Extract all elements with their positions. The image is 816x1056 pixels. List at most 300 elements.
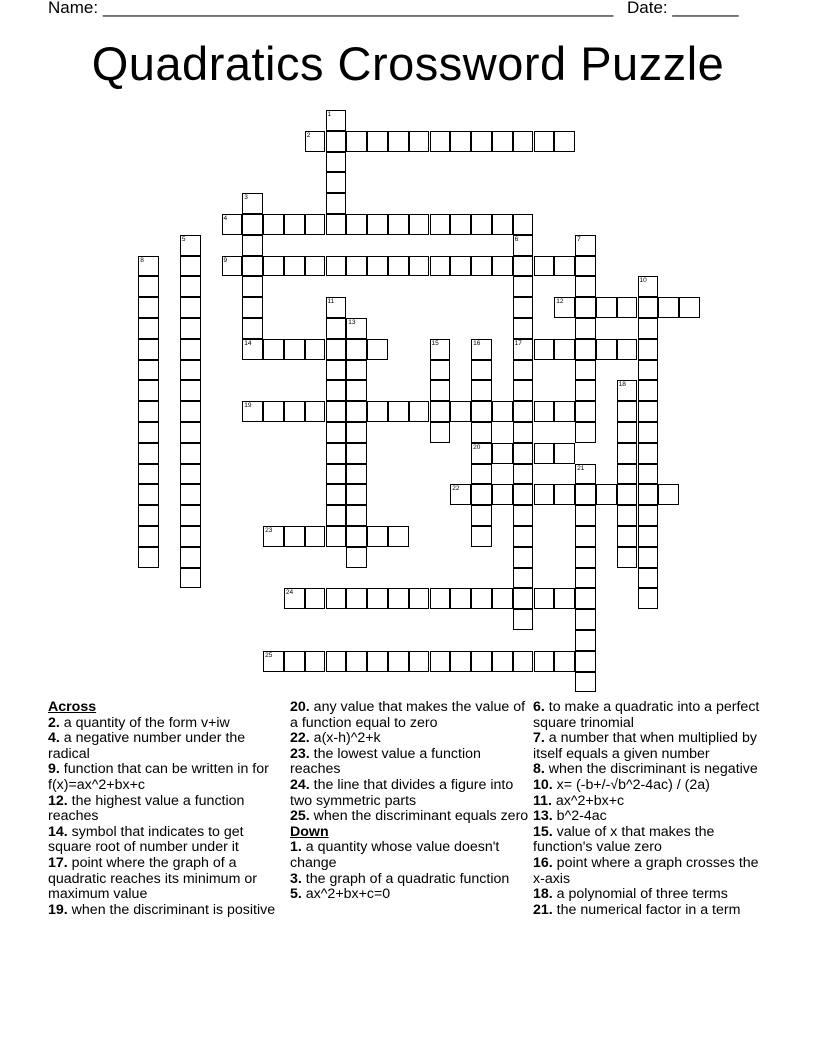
- grid-cell[interactable]: [513, 214, 534, 235]
- grid-cell[interactable]: [138, 339, 159, 360]
- clue-text: when the discriminant is negative: [544, 761, 758, 778]
- grid-cell[interactable]: [554, 297, 575, 318]
- grid-cell[interactable]: [430, 360, 451, 381]
- grid-cell[interactable]: [326, 422, 347, 443]
- grid-cell[interactable]: [180, 547, 201, 568]
- grid-cell[interactable]: [638, 464, 659, 485]
- grid-cell[interactable]: [513, 339, 534, 360]
- grid-cell[interactable]: [638, 484, 659, 505]
- grid-cell[interactable]: [180, 360, 201, 381]
- grid-cell[interactable]: [138, 318, 159, 339]
- grid-cell[interactable]: [513, 609, 534, 630]
- grid-cell[interactable]: [638, 547, 659, 568]
- grid-cell[interactable]: [388, 131, 409, 152]
- clue-text: ax^2+bx+c=0: [301, 886, 391, 903]
- grid-cell[interactable]: [492, 651, 513, 672]
- grid-cell[interactable]: [180, 380, 201, 401]
- grid-cell[interactable]: [575, 672, 596, 693]
- grid-cell[interactable]: [513, 588, 534, 609]
- grid-cell[interactable]: [180, 464, 201, 485]
- clue-number: 17: [514, 339, 522, 347]
- grid-cell[interactable]: [305, 526, 326, 547]
- clue-item: [290, 700, 530, 731]
- grid-cell[interactable]: [326, 110, 347, 131]
- grid-cell[interactable]: [326, 193, 347, 214]
- grid-cell[interactable]: [492, 443, 513, 464]
- grid-cell[interactable]: [180, 401, 201, 422]
- grid-cell[interactable]: [492, 131, 513, 152]
- grid-cell[interactable]: [409, 651, 430, 672]
- grid-cell[interactable]: [284, 526, 305, 547]
- grid-cell[interactable]: [284, 588, 305, 609]
- grid-cell[interactable]: [388, 588, 409, 609]
- grid-cell[interactable]: [326, 172, 347, 193]
- grid-cell[interactable]: [284, 401, 305, 422]
- grid-cell[interactable]: [305, 256, 326, 277]
- grid-cell[interactable]: [534, 401, 555, 422]
- grid-cell[interactable]: [409, 401, 430, 422]
- grid-cell[interactable]: [575, 568, 596, 589]
- grid-cell[interactable]: [326, 380, 347, 401]
- grid-cell[interactable]: [138, 484, 159, 505]
- grid-cell[interactable]: [388, 526, 409, 547]
- grid-cell[interactable]: [575, 339, 596, 360]
- grid-cell[interactable]: [638, 526, 659, 547]
- grid-cell[interactable]: [284, 651, 305, 672]
- grid-cell[interactable]: [138, 547, 159, 568]
- clue-number-label: 25.: [290, 808, 310, 825]
- grid-cell[interactable]: [180, 297, 201, 318]
- grid-cell[interactable]: [471, 464, 492, 485]
- grid-cell[interactable]: [180, 318, 201, 339]
- grid-cell[interactable]: [388, 256, 409, 277]
- grid-cell[interactable]: [367, 256, 388, 277]
- grid-cell[interactable]: [138, 401, 159, 422]
- grid-cell[interactable]: [492, 401, 513, 422]
- grid-cell[interactable]: [263, 651, 284, 672]
- grid-cell[interactable]: [180, 443, 201, 464]
- clue-text: the highest value a function reaches: [48, 792, 245, 825]
- grid-cell[interactable]: [242, 401, 263, 422]
- grid-cell[interactable]: [638, 339, 659, 360]
- grid-cell[interactable]: [305, 131, 326, 152]
- grid-cell[interactable]: [346, 526, 367, 547]
- grid-cell[interactable]: [409, 131, 430, 152]
- grid-cell[interactable]: [575, 318, 596, 339]
- clue-text: point where a graph crosses the x-axis: [533, 854, 759, 887]
- grid-cell[interactable]: [596, 297, 617, 318]
- clue-text: the numerical factor in a term: [552, 901, 741, 918]
- grid-cell[interactable]: [138, 422, 159, 443]
- grid-cell[interactable]: [242, 256, 263, 277]
- grid-cell[interactable]: [575, 651, 596, 672]
- grid-cell[interactable]: [492, 214, 513, 235]
- grid-cell[interactable]: [180, 256, 201, 277]
- grid-cell[interactable]: [638, 380, 659, 401]
- grid-cell[interactable]: [242, 297, 263, 318]
- grid-cell[interactable]: [138, 276, 159, 297]
- grid-cell[interactable]: [242, 214, 263, 235]
- grid-cell[interactable]: [138, 380, 159, 401]
- grid-cell[interactable]: [471, 651, 492, 672]
- grid-cell[interactable]: [450, 256, 471, 277]
- grid-cell[interactable]: [346, 464, 367, 485]
- grid-cell[interactable]: [513, 547, 534, 568]
- grid-cell[interactable]: [617, 443, 638, 464]
- grid-cell[interactable]: [180, 505, 201, 526]
- grid-cell[interactable]: [450, 401, 471, 422]
- grid-cell[interactable]: [513, 276, 534, 297]
- grid-cell[interactable]: [534, 339, 555, 360]
- grid-cell[interactable]: [471, 526, 492, 547]
- grid-cell[interactable]: [326, 297, 347, 318]
- clue-number: 9: [223, 256, 228, 264]
- clue-number: 16: [473, 339, 481, 347]
- grid-cell[interactable]: [346, 131, 367, 152]
- grid-cell[interactable]: [138, 505, 159, 526]
- clue-number: 3: [244, 194, 248, 202]
- clue-item: [533, 762, 773, 778]
- grid-cell[interactable]: [367, 401, 388, 422]
- grid-cell[interactable]: [367, 651, 388, 672]
- grid-cell[interactable]: [617, 401, 638, 422]
- grid-cell[interactable]: [471, 422, 492, 443]
- grid-cell[interactable]: [513, 360, 534, 381]
- grid-cell[interactable]: [346, 256, 367, 277]
- grid-cell[interactable]: [450, 484, 471, 505]
- grid-cell[interactable]: [430, 651, 451, 672]
- grid-cell[interactable]: [450, 588, 471, 609]
- grid-cell[interactable]: [367, 588, 388, 609]
- grid-cell[interactable]: [596, 484, 617, 505]
- grid-cell[interactable]: [513, 484, 534, 505]
- grid-cell[interactable]: [180, 276, 201, 297]
- grid-cell[interactable]: [534, 443, 555, 464]
- grid-cell[interactable]: [575, 380, 596, 401]
- grid-cell[interactable]: [554, 484, 575, 505]
- grid-cell[interactable]: [180, 526, 201, 547]
- grid-cell[interactable]: [471, 443, 492, 464]
- grid-cell[interactable]: [492, 588, 513, 609]
- grid-cell[interactable]: [575, 235, 596, 256]
- grid-cell[interactable]: [367, 339, 388, 360]
- grid-cell[interactable]: [242, 339, 263, 360]
- grid-cell[interactable]: [326, 318, 347, 339]
- grid-cell[interactable]: [388, 401, 409, 422]
- grid-cell[interactable]: [326, 484, 347, 505]
- grid-cell[interactable]: [534, 131, 555, 152]
- grid-cell[interactable]: [471, 131, 492, 152]
- grid-cell[interactable]: [534, 651, 555, 672]
- grid-cell[interactable]: [180, 422, 201, 443]
- grid-cell[interactable]: [575, 422, 596, 443]
- clue-number-label: 19.: [48, 901, 68, 918]
- grid-cell[interactable]: [638, 297, 659, 318]
- grid-cell[interactable]: [575, 401, 596, 422]
- grid-cell[interactable]: [534, 256, 555, 277]
- grid-cell[interactable]: [367, 526, 388, 547]
- clue-number-label: 1.: [290, 839, 302, 856]
- grid-cell[interactable]: [388, 651, 409, 672]
- grid-cell[interactable]: [617, 547, 638, 568]
- grid-cell[interactable]: [575, 505, 596, 526]
- grid-cell[interactable]: [346, 547, 367, 568]
- grid-cell[interactable]: [471, 380, 492, 401]
- section-heading: Down: [290, 823, 329, 840]
- grid-cell[interactable]: [513, 651, 534, 672]
- grid-cell[interactable]: [284, 256, 305, 277]
- clue-number-label: 4.: [48, 730, 60, 747]
- grid-cell[interactable]: [617, 380, 638, 401]
- grid-cell[interactable]: [284, 214, 305, 235]
- grid-cell[interactable]: [513, 256, 534, 277]
- grid-cell[interactable]: [346, 401, 367, 422]
- grid-cell[interactable]: [554, 256, 575, 277]
- grid-cell[interactable]: [513, 401, 534, 422]
- grid-cell[interactable]: [180, 484, 201, 505]
- grid-cell[interactable]: [471, 339, 492, 360]
- clue-number: 4: [223, 215, 228, 222]
- grid-cell[interactable]: [346, 380, 367, 401]
- grid-cell[interactable]: [430, 588, 451, 609]
- grid-cell[interactable]: [326, 443, 347, 464]
- grid-cell[interactable]: [658, 484, 679, 505]
- clue-number: 19: [244, 402, 252, 410]
- clue-number-label: 6.: [533, 699, 545, 715]
- grid-cell[interactable]: [326, 401, 347, 422]
- grid-cell[interactable]: [534, 588, 555, 609]
- grid-cell[interactable]: [242, 318, 263, 339]
- grid-cell[interactable]: [617, 422, 638, 443]
- grid-cell[interactable]: [326, 152, 347, 173]
- grid-cell[interactable]: [638, 318, 659, 339]
- grid-cell[interactable]: [326, 464, 347, 485]
- grid-cell[interactable]: [450, 214, 471, 235]
- clue-column-1: [48, 700, 288, 918]
- clue-number-label: 14.: [48, 823, 68, 840]
- grid-cell[interactable]: [679, 297, 700, 318]
- grid-cell[interactable]: [575, 588, 596, 609]
- grid-cell[interactable]: [263, 339, 284, 360]
- grid-cell[interactable]: [554, 401, 575, 422]
- grid-cell[interactable]: [554, 339, 575, 360]
- grid-cell[interactable]: [430, 380, 451, 401]
- grid-cell[interactable]: [326, 588, 347, 609]
- clue-number: 2: [306, 131, 311, 139]
- clue-number-label: 7.: [533, 730, 545, 747]
- grid-cell[interactable]: [513, 464, 534, 485]
- grid-cell[interactable]: [180, 568, 201, 589]
- clue-item: [533, 731, 773, 762]
- grid-cell[interactable]: [138, 360, 159, 381]
- grid-cell[interactable]: [513, 443, 534, 464]
- clue-text: a quantity whose value doesn't change: [290, 839, 500, 871]
- grid-cell[interactable]: [263, 256, 284, 277]
- grid-cell[interactable]: [409, 588, 430, 609]
- grid-cell[interactable]: [575, 630, 596, 651]
- grid-cell[interactable]: [388, 214, 409, 235]
- grid-cell[interactable]: [617, 505, 638, 526]
- grid-cell[interactable]: [305, 651, 326, 672]
- grid-cell[interactable]: [326, 214, 347, 235]
- clue-item: [290, 747, 530, 778]
- grid-cell[interactable]: [617, 464, 638, 485]
- section-heading: Across: [48, 699, 97, 715]
- grid-cell[interactable]: [575, 464, 596, 485]
- grid-cell[interactable]: [575, 276, 596, 297]
- grid-cell[interactable]: [471, 256, 492, 277]
- clue-number-label: 8.: [533, 761, 545, 778]
- grid-cell[interactable]: [346, 214, 367, 235]
- grid-cell[interactable]: [575, 256, 596, 277]
- grid-cell[interactable]: [513, 422, 534, 443]
- grid-cell[interactable]: [180, 235, 201, 256]
- grid-cell[interactable]: [513, 505, 534, 526]
- clue-item: [48, 825, 288, 856]
- grid-cell[interactable]: [326, 360, 347, 381]
- grid-cell[interactable]: [658, 297, 679, 318]
- clue-item: [290, 809, 530, 825]
- grid-cell[interactable]: [430, 256, 451, 277]
- grid-cell[interactable]: [305, 214, 326, 235]
- grid-cell[interactable]: [492, 484, 513, 505]
- grid-cell[interactable]: [284, 339, 305, 360]
- grid-cell[interactable]: [450, 651, 471, 672]
- clue-item: [48, 794, 288, 825]
- grid-cell[interactable]: [471, 401, 492, 422]
- grid-cell[interactable]: [575, 297, 596, 318]
- grid-cell[interactable]: [471, 214, 492, 235]
- grid-cell[interactable]: [471, 505, 492, 526]
- grid-cell[interactable]: [513, 526, 534, 547]
- grid-cell[interactable]: [346, 588, 367, 609]
- grid-cell[interactable]: [617, 526, 638, 547]
- grid-cell[interactable]: [305, 401, 326, 422]
- clue-text: a negative number under the radical: [48, 730, 246, 762]
- grid-cell[interactable]: [346, 318, 367, 339]
- grid-cell[interactable]: [554, 131, 575, 152]
- grid-cell[interactable]: [596, 339, 617, 360]
- grid-cell[interactable]: [242, 235, 263, 256]
- grid-cell[interactable]: [575, 526, 596, 547]
- grid-cell[interactable]: [138, 443, 159, 464]
- grid-cell[interactable]: [138, 256, 159, 277]
- grid-cell[interactable]: [513, 297, 534, 318]
- grid-cell[interactable]: [513, 318, 534, 339]
- grid-cell[interactable]: [471, 360, 492, 381]
- grid-cell[interactable]: [326, 256, 347, 277]
- clue-item: [533, 700, 773, 731]
- grid-cell[interactable]: [326, 505, 347, 526]
- clue-text: a(x-h)^2+k: [309, 730, 381, 747]
- grid-cell[interactable]: [617, 339, 638, 360]
- grid-cell[interactable]: [638, 568, 659, 589]
- grid-cell[interactable]: [326, 131, 347, 152]
- clue-number-label: 10.: [533, 776, 553, 793]
- grid-cell[interactable]: [346, 484, 367, 505]
- grid-cell[interactable]: [638, 401, 659, 422]
- grid-cell[interactable]: [638, 360, 659, 381]
- grid-cell[interactable]: [346, 443, 367, 464]
- grid-cell[interactable]: [575, 609, 596, 630]
- grid-cell[interactable]: [513, 568, 534, 589]
- grid-cell[interactable]: [638, 443, 659, 464]
- grid-cell[interactable]: [575, 547, 596, 568]
- grid-cell[interactable]: [242, 276, 263, 297]
- clue-item: [533, 809, 773, 825]
- grid-cell[interactable]: [513, 131, 534, 152]
- grid-cell[interactable]: [554, 443, 575, 464]
- grid-cell[interactable]: [305, 588, 326, 609]
- grid-cell[interactable]: [430, 422, 451, 443]
- grid-cell[interactable]: [534, 484, 555, 505]
- grid-cell[interactable]: [409, 214, 430, 235]
- clue-text: the line that divides a figure into two symmetric parts: [290, 776, 514, 809]
- grid-cell[interactable]: [367, 131, 388, 152]
- grid-cell[interactable]: [575, 360, 596, 381]
- grid-cell[interactable]: [513, 380, 534, 401]
- grid-cell[interactable]: [346, 422, 367, 443]
- grid-cell[interactable]: [471, 588, 492, 609]
- grid-cell[interactable]: [222, 256, 243, 277]
- grid-cell[interactable]: [638, 276, 659, 297]
- grid-cell[interactable]: [263, 526, 284, 547]
- grid-cell[interactable]: [638, 422, 659, 443]
- grid-cell[interactable]: [367, 214, 388, 235]
- clue-number-label: 24.: [290, 776, 310, 793]
- grid-cell[interactable]: [617, 297, 638, 318]
- grid-cell[interactable]: [638, 588, 659, 609]
- clue-item: [533, 794, 773, 810]
- grid-cell[interactable]: [346, 505, 367, 526]
- grid-cell[interactable]: [180, 339, 201, 360]
- grid-cell[interactable]: [305, 339, 326, 360]
- grid-cell[interactable]: [242, 193, 263, 214]
- grid-cell[interactable]: [430, 401, 451, 422]
- grid-cell[interactable]: [492, 256, 513, 277]
- grid-cell[interactable]: [138, 526, 159, 547]
- grid-cell[interactable]: [430, 214, 451, 235]
- clue-item: [290, 840, 530, 871]
- grid-cell[interactable]: [554, 651, 575, 672]
- grid-cell[interactable]: [450, 131, 471, 152]
- grid-cell[interactable]: [346, 651, 367, 672]
- grid-cell[interactable]: [263, 214, 284, 235]
- grid-cell[interactable]: [513, 235, 534, 256]
- grid-cell[interactable]: [409, 256, 430, 277]
- grid-cell[interactable]: [326, 651, 347, 672]
- clue-column-3: [533, 700, 773, 918]
- grid-cell[interactable]: [638, 505, 659, 526]
- grid-cell[interactable]: [575, 484, 596, 505]
- grid-cell[interactable]: [326, 339, 347, 360]
- grid-cell[interactable]: [617, 484, 638, 505]
- clue-text: a number that when multiplied by itself equals a given number: [533, 730, 757, 762]
- grid-cell[interactable]: [346, 339, 367, 360]
- grid-cell[interactable]: [263, 401, 284, 422]
- clue-item: [533, 903, 773, 919]
- grid-cell[interactable]: [430, 339, 451, 360]
- grid-cell[interactable]: [346, 360, 367, 381]
- grid-cell[interactable]: [326, 526, 347, 547]
- grid-cell[interactable]: [471, 484, 492, 505]
- grid-cell[interactable]: [222, 214, 243, 235]
- grid-cell[interactable]: [430, 131, 451, 152]
- grid-cell[interactable]: [554, 588, 575, 609]
- date-label: Date:: [627, 0, 668, 17]
- grid-cell[interactable]: [138, 464, 159, 485]
- grid-cell[interactable]: [138, 297, 159, 318]
